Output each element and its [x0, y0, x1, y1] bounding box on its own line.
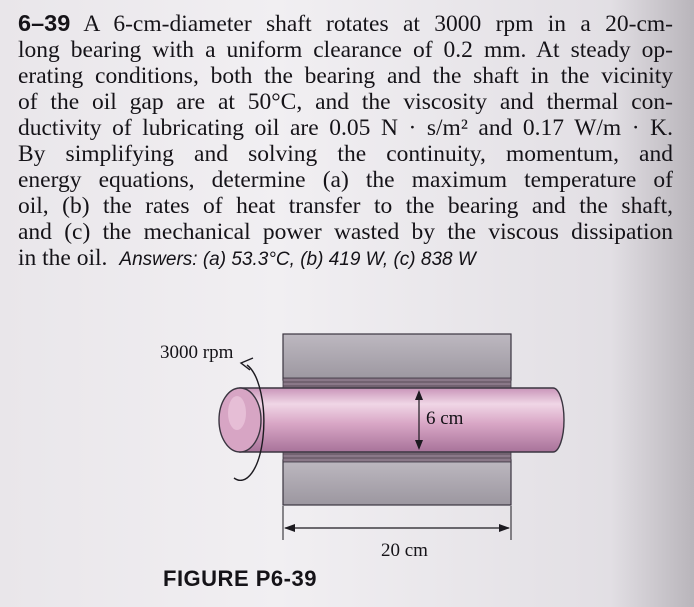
problem-line-7: energy equations, determine (a) the maximum temperature of [18, 167, 673, 193]
length-label: 20 cm [381, 540, 428, 561]
problem-line-6: By simplifying and solving the continuity, momentum, and [18, 141, 673, 167]
problem-line-9: and (c) the mechanical power wasted by the viscous dissipation [18, 219, 673, 245]
oil-gap-bottom [283, 452, 511, 462]
problem-line-10: in the oil. Answers: (a) 53.3°C, (b) 419 W, (c) 838 W [18, 245, 476, 271]
problem-line-5: ductivity of lubricating oil are 0.05 N · s/m² and 0.17 W/m · K. [18, 115, 673, 141]
rpm-label: 3000 rpm [160, 342, 234, 363]
shaft [240, 388, 564, 452]
diameter-label: 6 cm [426, 408, 464, 429]
problem-number: 6–39 [18, 10, 71, 36]
problem-line-4: of the oil gap are at 50°C, and the viscosity and thermal con- [18, 89, 673, 115]
bearing-bottom [283, 460, 511, 505]
figure-caption: FIGURE P6-39 [163, 566, 317, 591]
problem-line-8: oil, (b) the rates of heat transfer to the bearing and the shaft, [18, 193, 673, 219]
answers-text: Answers: (a) 53.3°C, (b) 419 W, (c) 838 W [119, 249, 476, 270]
bearing-top [283, 334, 511, 380]
problem-line-2: long bearing with a uniform clearance of 0.2 mm. At steady op- [18, 37, 673, 63]
problem-line-1: 6–39 A 6-cm-diameter shaft rotates at 3000 rpm in a 20-cm- [18, 10, 673, 37]
oil-gap-top [283, 378, 511, 388]
problem-line-3: erating conditions, both the bearing and the shaft in the vicinity [18, 63, 673, 89]
